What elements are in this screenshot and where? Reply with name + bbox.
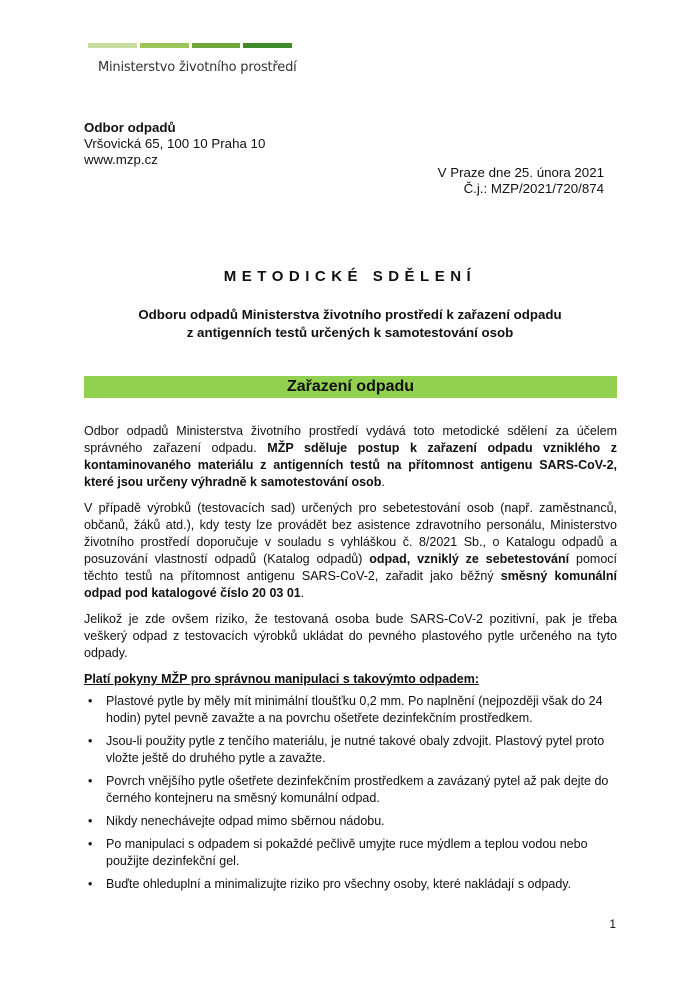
- guideline-text: Buďte ohleduplní a minimalizujte riziko pro všechny osoby, které nakládají s odpady.: [106, 877, 572, 891]
- sender-address: Vršovická 65, 100 10 Praha 10: [84, 136, 266, 151]
- document-title: METODICKÉ SDĚLENÍ: [223, 268, 477, 285]
- paragraph-1: [84, 423, 617, 491]
- bullet-icon: •: [88, 734, 93, 748]
- sender-department: Odbor odpadů: [84, 120, 176, 135]
- subtitle-line-2: z antigenních testů určených k samotestování osob: [186, 325, 514, 340]
- paragraph-2-bold-d: směsný komunální odpad pod katalogové číslo 20 03 01: [84, 569, 617, 600]
- paragraph-2: [84, 500, 617, 602]
- subtitle-line-1: Odboru odpadů Ministerstva životního prostředí k zařazení odpadu: [138, 307, 562, 322]
- guideline-item: [84, 836, 617, 870]
- ministry-logo-bar: [88, 43, 292, 48]
- guideline-item: [84, 773, 617, 807]
- date-reference-block: [438, 165, 604, 197]
- guideline-text: Povrch vnějšího pytle ošetřete dezinfekčním prostředkem a zavázaný pytel až pak dejte do černého kontejneru na směsný komunální odpad.: [106, 774, 609, 805]
- guideline-item: [84, 813, 617, 830]
- paragraph-2-text-c: pomocí těchto testů na přítomnost antigenu SARS-CoV-2, zařadit jako běžný: [84, 552, 617, 583]
- guidelines-heading-b: MŽP: [161, 672, 188, 686]
- paragraph-1-text-a: Odbor odpadů Ministerstva životního prostředí vydává toto metodické sdělení za účelem správného zařazení odpadu.: [84, 424, 617, 455]
- guideline-item: [84, 693, 617, 727]
- paragraph-3: Jelikož je zde ovšem riziko, že testovaná osoba bude SARS-CoV-2 pozitivní, pak je třeba veškerý odpad z testovacích výrobků ukládat do pevného plastového pytle určeného na tyto odpady.: [84, 612, 617, 660]
- paragraph-2-bold-b: odpad, vzniklý ze sebetestování: [369, 552, 570, 566]
- document-body: [84, 423, 617, 899]
- guidelines-list: [84, 693, 617, 893]
- bullet-icon: •: [88, 814, 93, 828]
- bullet-icon: •: [88, 837, 93, 851]
- logo-bar-segment: [88, 43, 137, 48]
- paragraph-2-text-e: .: [300, 586, 305, 600]
- guideline-text: Jsou-li použity pytle z tenčího materiálu, je nutné takové obaly zdvojit. Plastový pytel proto vložte ještě do druhého pytle a zavažte.: [106, 734, 605, 765]
- sender-website[interactable]: www.mzp.cz: [84, 152, 158, 167]
- guideline-item: [84, 876, 617, 893]
- guideline-item: [84, 733, 617, 767]
- logo-bar-segment: [192, 43, 241, 48]
- logo-bar-segment: [243, 43, 292, 48]
- page-number: 1: [609, 917, 616, 931]
- guideline-text: Plastové pytle by měly mít minimální tloušťku 0,2 mm. Po naplnění (nejpozději však do 24 hodin) pytel pevně zavažte a na povrchu ošetřete dezinfekčním prostředkem.: [106, 694, 603, 725]
- sender-block: [84, 120, 265, 168]
- reference-number: Č.j.: MZP/2021/720/874: [463, 181, 604, 196]
- date-line: V Praze dne 25. února 2021: [437, 165, 604, 180]
- paragraph-1-text-c: .: [381, 475, 385, 489]
- paragraph-1-bold: MŽP sděluje postup k zařazení odpadu vzniklého z kontaminovaného materiálu z antigenních testů na přítomnost antigenu SARS-CoV-2, které jsou určeny výhradně k samotestování osob: [84, 441, 617, 489]
- bullet-icon: •: [88, 774, 93, 788]
- section-heading: Zařazení odpadu: [84, 376, 617, 398]
- bullet-icon: •: [88, 694, 93, 708]
- guideline-text: Nikdy nenechávejte odpad mimo sběrnou nádobu.: [106, 814, 385, 828]
- guidelines-heading-a: Platí pokyny: [84, 672, 162, 686]
- guideline-text: Po manipulaci s odpadem si pokaždé pečlivě umyjte ruce mýdlem a teplou vodou nebo použijte dezinfekční gel.: [106, 837, 588, 868]
- guidelines-heading-c: pro správnou manipulaci s takovýmto odpadem:: [187, 672, 480, 686]
- ministry-name: Ministerstvo životního prostředí: [98, 60, 297, 75]
- logo-bar-segment: [140, 43, 189, 48]
- paragraph-2-text-a: V případě výrobků (testovacích sad) určených pro sebetestování osob (např. zaměstnanců, občanů, žáků atd.), kdy testy lze provádět bez asistence zdravotního personálu, Ministerstvo životního prostředí doporučuje v souladu s vyhláškou č. 8/2021 Sb., o Katalogu odpadů a posuzování vlastností odpadů (Katalog odpadů): [84, 501, 617, 566]
- bullet-icon: •: [88, 877, 93, 891]
- guidelines-heading: [84, 671, 617, 688]
- document-subtitle: [84, 306, 616, 342]
